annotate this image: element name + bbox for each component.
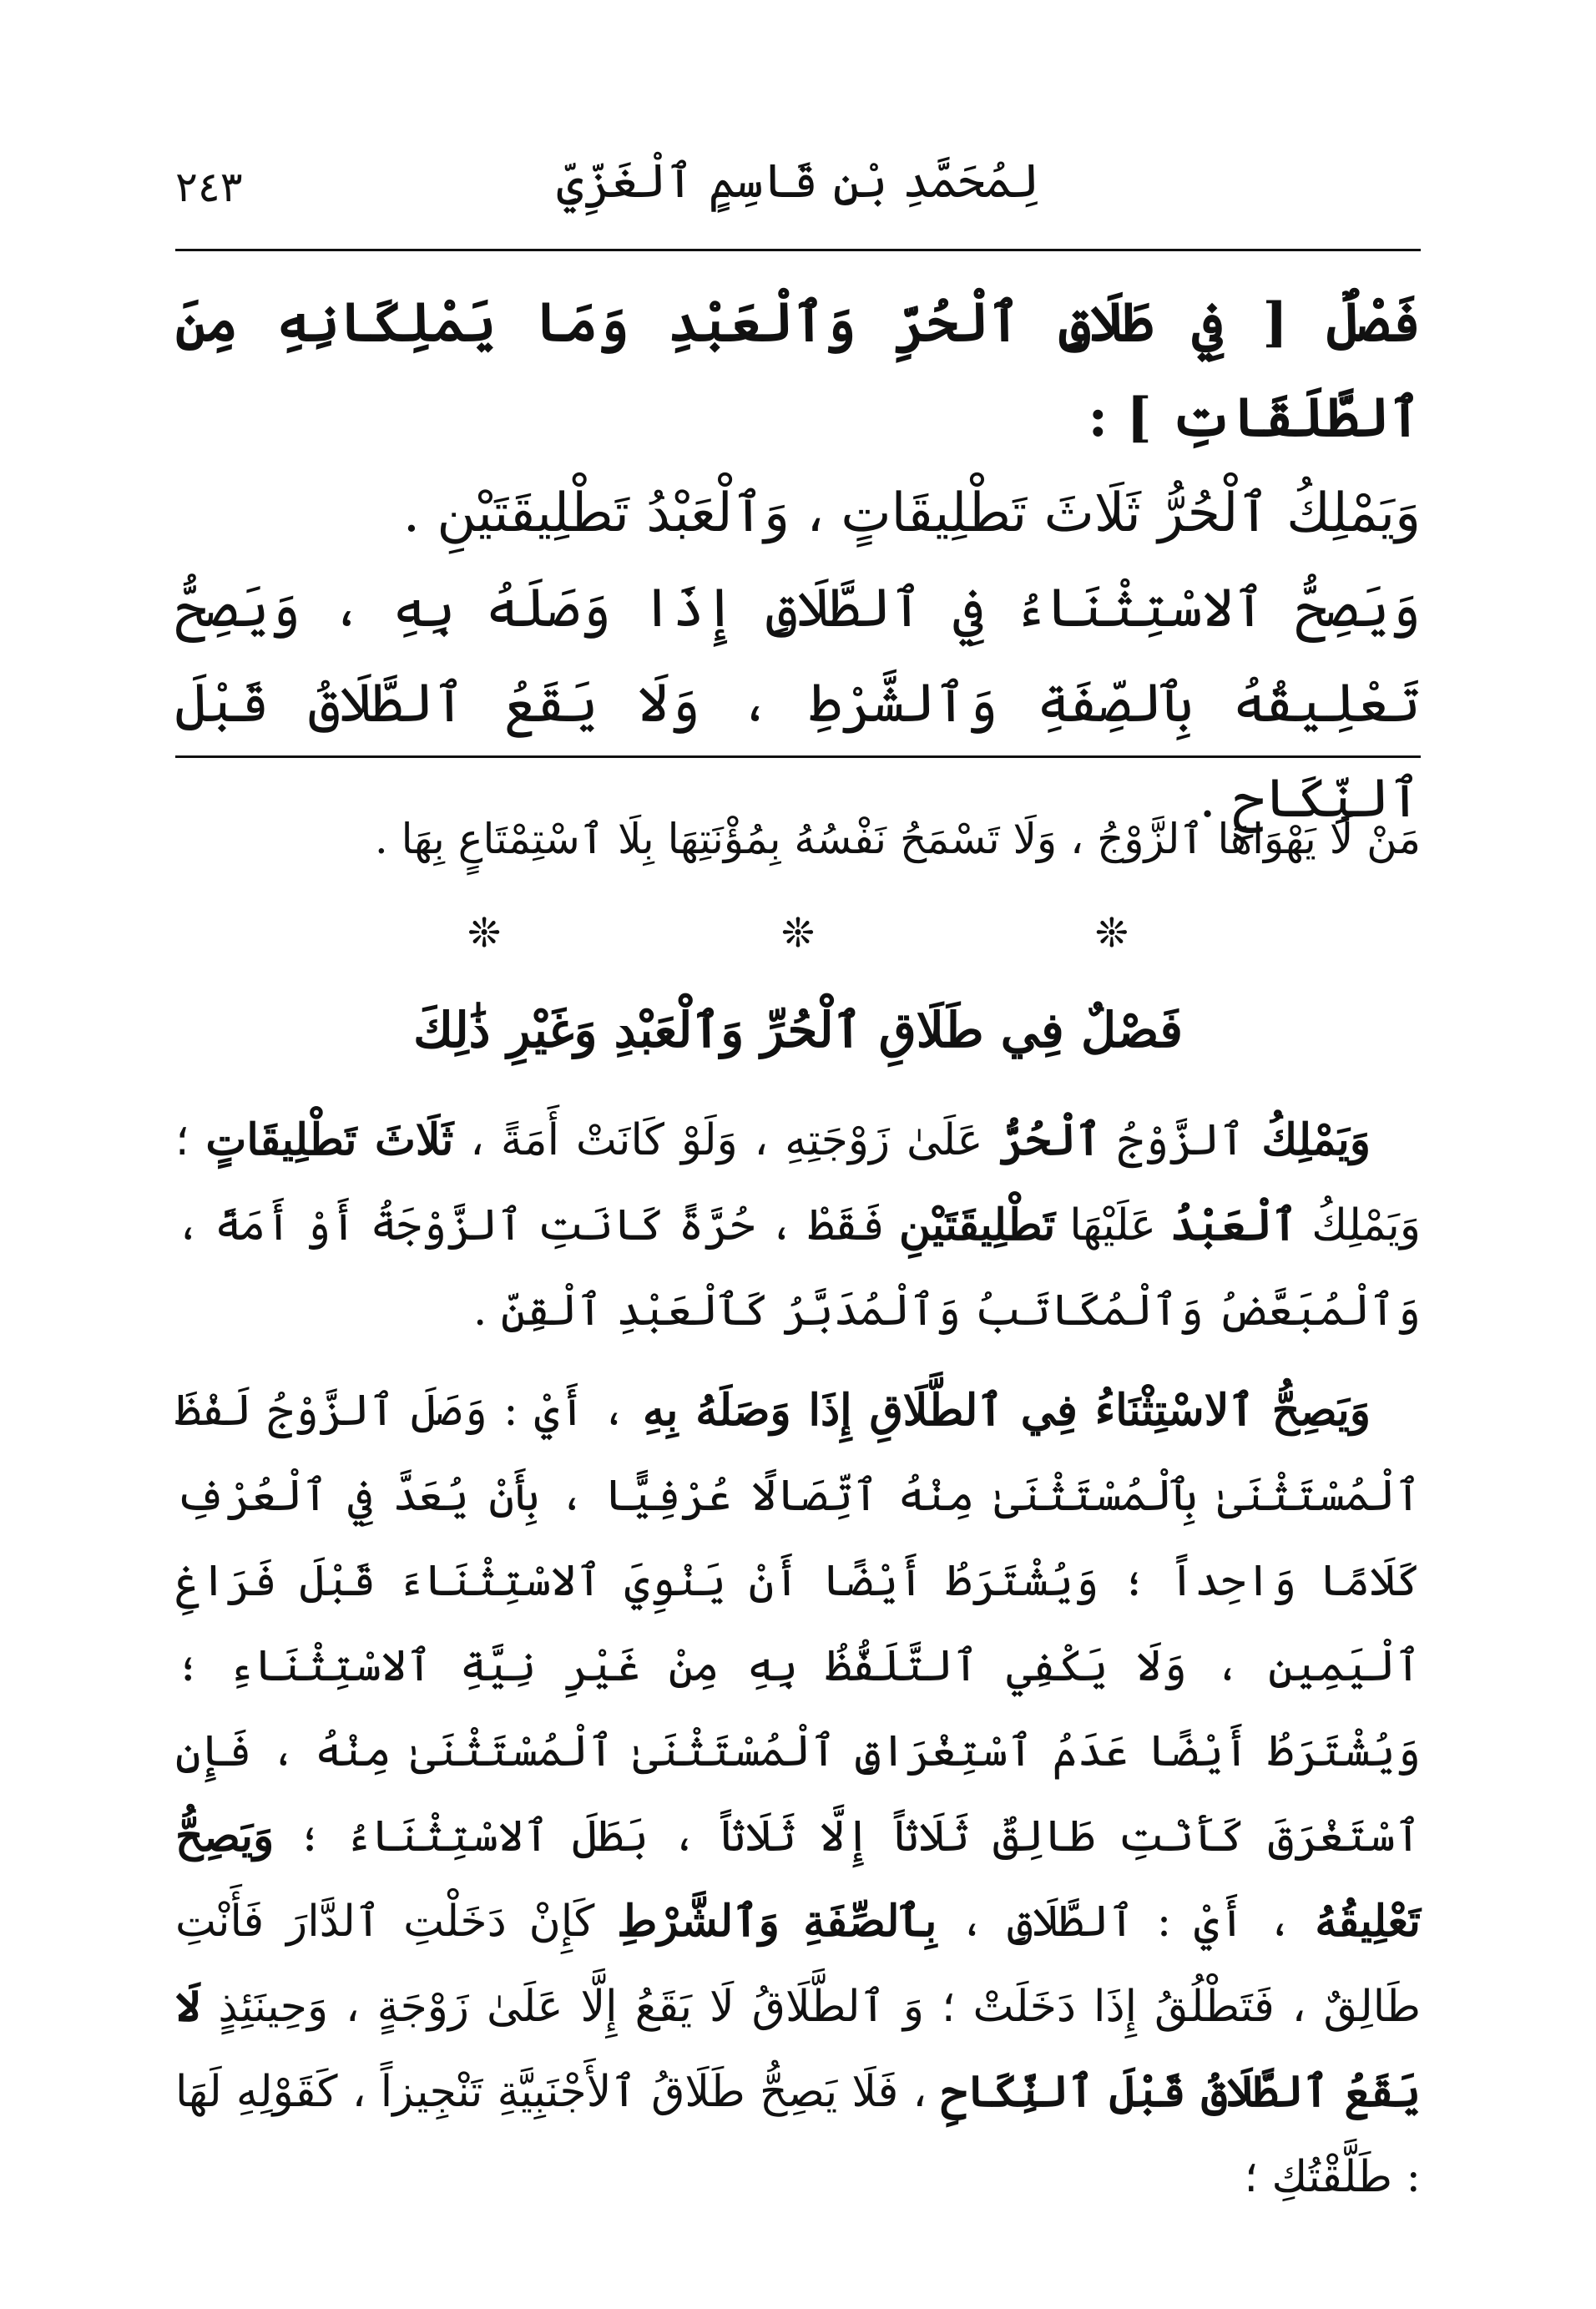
matn-line: وَيَمْلِكُ ٱلْحُرُّ ثَلَاثَ تَطْلِيقَاتٍ ، وَٱلْعَبْدُ تَطْلِيقَتَيْنِ . <box>402 483 1421 544</box>
commentary: عَلَيْهَا <box>1055 1200 1170 1250</box>
matn-line: وَيَصِحُّ ٱلاسْتِثْنَاءُ فِي ٱلطَّلَاقِ إِذَا وَصَلَهُ بِهِ ، وَيَصِحُّ تَعْلِيقُهُ بِٱلصِّفَةِ وَٱلشَّرْطِ ، وَلَا يَقَعُ ٱلطَّلَاقُ قَبْلَ ٱلنِّكَاحِ . <box>175 578 1421 830</box>
commentary: ؛ وَيَمْلِكُ <box>175 1115 1421 1250</box>
matn-quote: وَيَصِحُّ ٱلاسْتِثْنَاءُ فِي ٱلطَّلَاقِ إِذَا وَصَلَهُ بِهِ <box>643 1385 1371 1436</box>
matn-quote: ٱلْحُرُّ <box>999 1114 1102 1165</box>
sharh-heading: فَصْلٌ فِي طَلَاقِ ٱلْحُرِّ وَٱلْعَبْدِ وَغَيْرِ ذَٰلِكَ <box>413 1002 1183 1059</box>
commentary: كَإِنْ دَخَلْتِ ٱلدَّارَ فَأَنْتِ طَالِقٌ ، فَتَطْلُقُ إِذَا دَخَلَتْ ؛ وَ ٱلطَّلَاقُ لَا يَقَعُ إِلَّا عَلَىٰ زَوْجَةٍ ، وَحِينَئِذٍ <box>175 1897 1421 2032</box>
matn-text <box>175 275 1421 846</box>
footnote-continuation: مَنْ لَا يَهْوَاهَا ٱلزَّوْجُ ، وَلَا تَسْمَحُ نَفْسُهُ بِمُؤْنَتِهَا بِلَا ٱسْتِمْتَاعٍ بِهَا . <box>374 815 1421 863</box>
matn-quote: وَيَصِحُّ تَعْلِيقُهُ <box>175 1811 1421 1947</box>
commentary: ٱلزَّوْجُ <box>1101 1115 1262 1165</box>
page-header <box>175 154 1421 238</box>
sharh-paragraph <box>175 1368 1421 2220</box>
commentary: فَقَطْ ، حُرَّةً كَانَتِ ٱلزَّوْجَةُ أَوْ أَمَةً ، وَٱلْمُبَعَّضُ وَٱلْمُكَاتَبُ وَٱلْمُدَبَّرُ كَٱلْعَبْدِ ٱلْقِنِّ . <box>175 1200 1421 1336</box>
section-separator <box>467 910 1129 957</box>
matn-quote: ٱلْعَبْدُ <box>1170 1200 1298 1250</box>
footnote-rule <box>175 755 1421 758</box>
asterism-icon: ❊ <box>1094 910 1129 957</box>
commentary: عَلَىٰ زَوْجَتِهِ ، وَلَوْ كَانَتْ أَمَةً ، <box>453 1115 1000 1165</box>
commentary: ، أَيْ : وَصَلَ ٱلزَّوْجُ لَفْظَ ٱلْمُسْتَثْنَىٰ بِٱلْمُسْتَثْنَىٰ مِنْهُ ٱتِّصَالًا عُرْفِيًّا ، بِأَنْ يُعَدَّ فِي ٱلْعُرْفِ كَلَامًا وَاحِداً ؛ وَيُشْتَرَطُ أَيْضًا أَنْ يَنْوِيَ ٱلاسْتِثْنَاءَ قَبْلَ فَرَاغِ ٱلْيَمِينِ ، وَلَا يَكْفِي ٱلتَّلَفُّظُ بِهِ مِنْ غَيْرِ نِيَّةِ ٱلاسْتِثْنَاءِ ؛ وَيُشْتَرَطُ أَيْضًا عَدَمُ ٱسْتِغْرَاقِ ٱلْمُسْتَثْنَىٰ ٱلْمُسْتَثْنَىٰ مِنْهُ ، فَإِنِ ٱسْتَغْرَقَ كَأَنْتِ طَالِقٌ ثَلَاثاً إِلَّا ثَلَاثاً ، بَطَلَ ٱلاسْتِثْنَاءُ ؛ <box>175 1386 1421 1862</box>
asterism-icon: ❊ <box>780 910 816 957</box>
running-title: لِمُحَمَّدِ بْنِ قَاسِمٍ ٱلْغَزِّيِّ <box>556 154 1040 209</box>
page-number: ٢٤٣ <box>175 163 243 211</box>
asterism-icon: ❊ <box>467 910 502 957</box>
matn-quote: لَا يَقَعُ ٱلطَّلَاقُ قَبْلَ ٱلنِّكَاحِ <box>175 1981 1422 2117</box>
matn-quote: وَيَمْلِكُ <box>1261 1114 1371 1165</box>
matn-quote: بِٱلصِّفَةِ وَٱلشَّرْطِ <box>617 1896 937 1947</box>
header-rule <box>175 249 1421 251</box>
matn-quote: تَطْلِيقَتَيْنِ <box>899 1200 1056 1250</box>
commentary: ، أَيْ : ٱلطَّلَاقِ ، <box>937 1897 1316 1947</box>
matn-heading: فَصْلٌ [ فِي طَلَاقِ ٱلْحُرِّ وَٱلْعَبْدِ وَمَا يَمْلِكَانِهِ مِنَ ٱلطَّلَقَاتِ ] : <box>175 291 1421 449</box>
matn-quote: ثَلَاثَ تَطْلِيقَاتٍ <box>205 1114 454 1165</box>
sharh-text <box>175 1098 1421 2235</box>
sharh-paragraph <box>175 1098 1421 1353</box>
commentary: ، فَلَا يَصِحُّ طَلَاقُ ٱلأَجْنَبِيَّةِ تَنْجِيزاً ، كَقَوْلِهِ لَهَا : طَلَّقْتُكِ ؛ <box>175 2067 1421 2202</box>
